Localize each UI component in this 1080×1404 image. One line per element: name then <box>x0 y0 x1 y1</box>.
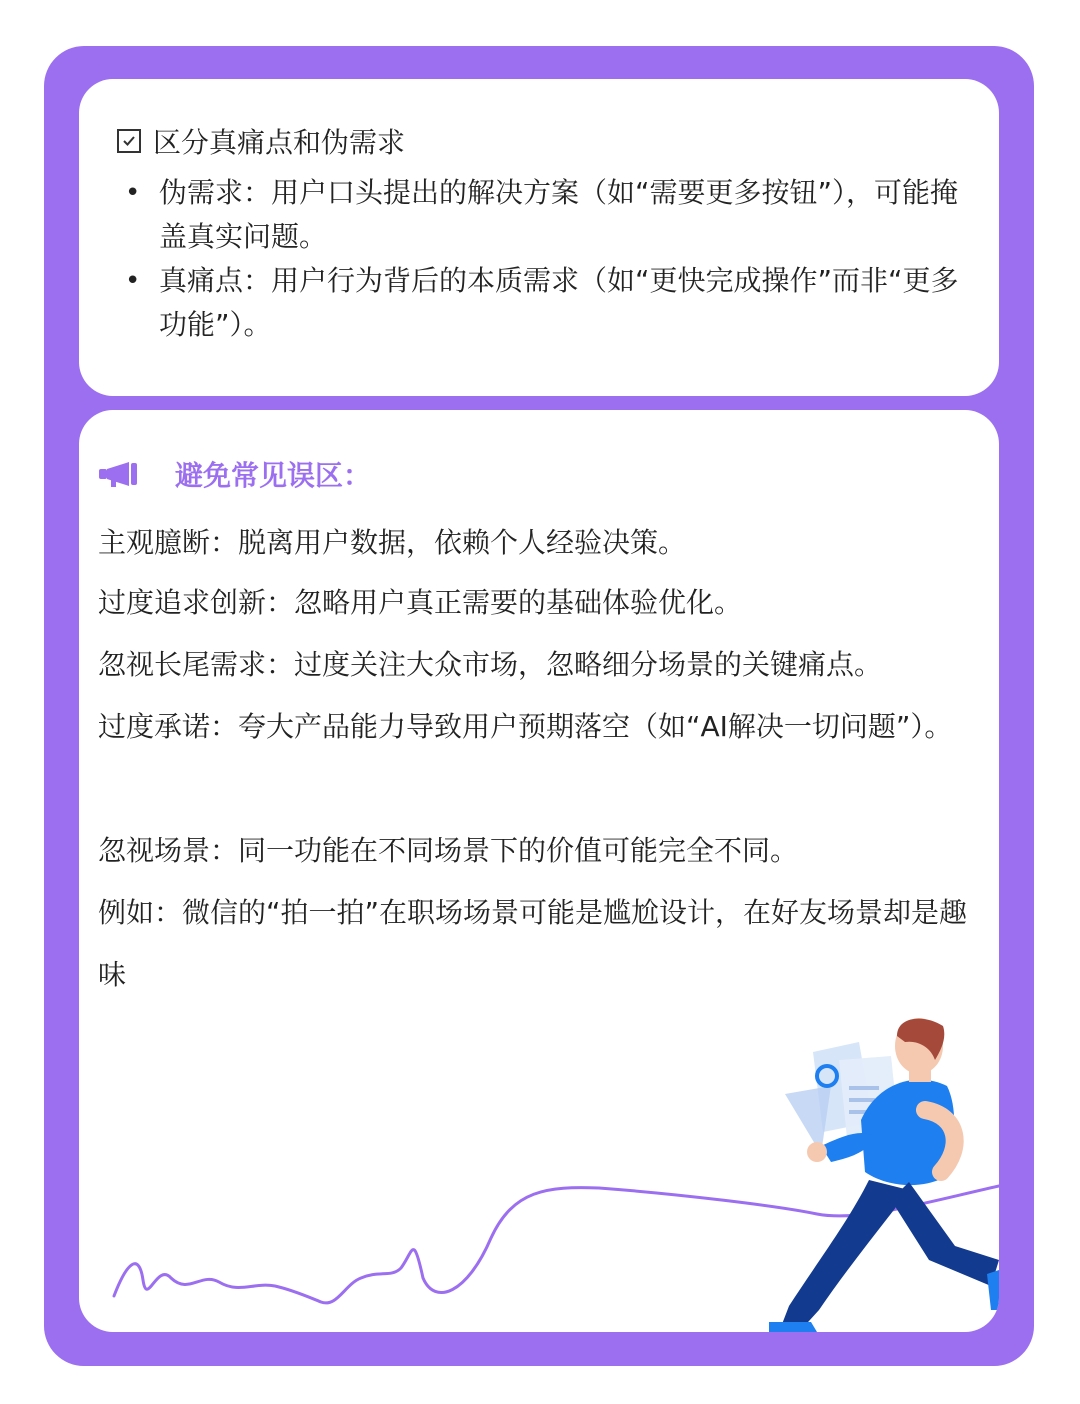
bullet-list <box>119 171 979 347</box>
top-card <box>79 79 999 396</box>
paragraph: 例如：微信的“拍一拍”在职场场景可能是尴尬设计，在好友场景却是趣味 <box>98 896 968 991</box>
running-person-illustration <box>79 410 999 1332</box>
bullet-item <box>119 171 979 259</box>
checklist-title: 区分真痛点和伪需求 <box>153 126 406 159</box>
tip-title: 避免常见误区： <box>175 459 372 492</box>
paragraph: 忽视场景：同一功能在不同场景下的价值可能完全不同。 <box>98 834 799 867</box>
bullet-text: 真痛点：用户行为背后的本质需求（如“更快完成操作”而非“更多功能”）。 <box>159 264 959 341</box>
bullet-item <box>119 259 979 347</box>
paragraph: 过度承诺：夸大产品能力导致用户预期落空（如“AI解决一切问题”）。 <box>98 710 953 743</box>
checklist-heading <box>117 121 405 161</box>
bullet-dot-icon: • <box>125 178 141 208</box>
bullet-dot-icon: • <box>125 266 141 296</box>
bottom-card <box>79 410 999 1332</box>
checkbox-icon[interactable] <box>117 129 141 153</box>
paragraph: 主观臆断：脱离用户数据，依赖个人经验决策。 <box>98 526 687 559</box>
paragraph: 忽视长尾需求：过度关注大众市场，忽略细分场景的关键痛点。 <box>98 648 883 681</box>
bullet-text: 伪需求：用户口头提出的解决方案（如“需要更多按钮”），可能掩盖真实问题。 <box>159 176 959 253</box>
paragraph: 过度追求创新：忽略用户真正需要的基础体验优化。 <box>98 586 743 619</box>
